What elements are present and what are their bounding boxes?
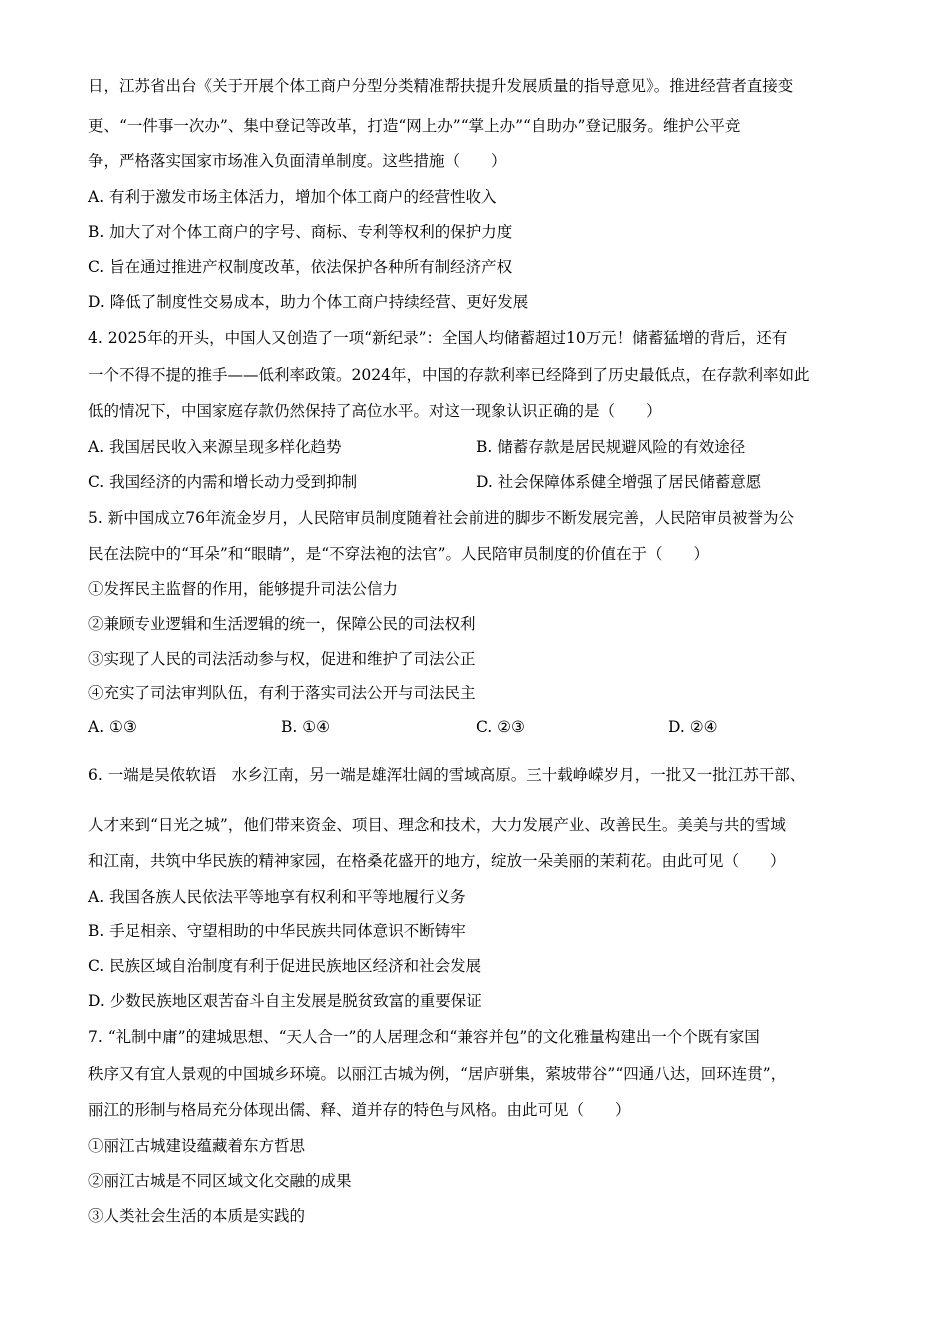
q6-option-b: B. 手足相亲、守望相助的中华民族共同体意识不断铸牢: [88, 922, 466, 940]
q5-stem-line-1: 5. 新中国成立76年流金岁月，人民陪审员制度随着社会前进的脚步不断发展完善，人民陪审员被誉为公: [88, 509, 794, 527]
q6-option-c: C. 民族区域自治制度有利于促进民族地区经济和社会发展: [88, 957, 482, 975]
q4-option-a: A. 我国居民收入来源呈现多样化趋势: [88, 438, 342, 456]
q4-option-b: B. 储蓄存款是居民规避风险的有效途径: [476, 438, 746, 456]
q6-option-a: A. 我国各族人民依法平等地享有权利和平等地履行义务: [88, 888, 466, 906]
q5-statement-3: ③实现了人民的司法活动参与权，促进和维护了司法公正: [88, 650, 476, 668]
q7-stem-line-2: 秩序又有宜人景观的中国城乡环境。以丽江古城为例，“居庐骈集，萦坡带谷”“四通八达，回环连贯”，: [88, 1065, 787, 1083]
q3-option-c: C. 旨在通过推进产权制度改革，依法保护各种所有制经济产权: [88, 258, 513, 276]
q5-option-b: B. ①④: [281, 718, 331, 736]
q5-option-c: C. ②③: [476, 718, 525, 736]
q5-statement-1: ①发挥民主监督的作用，能够提升司法公信力: [88, 580, 399, 598]
q3-stem-line-1: 日，江苏省出台《关于开展个体工商户分型分类精准帮扶提升发展质量的指导意见》。推进经营者直接变: [88, 77, 794, 95]
q6-option-d: D. 少数民族地区艰苦奋斗自主发展是脱贫致富的重要保证: [88, 992, 482, 1010]
q7-stem-line-3: 丽江的形制与格局充分体现出儒、释、道并存的特色与风格。由此可见（ ）: [88, 1101, 631, 1119]
q3-stem-line-3: 争，严格落实国家市场准入负面清单制度。这些措施（ ）: [88, 152, 507, 170]
q5-statement-2: ②兼顾专业逻辑和生活逻辑的统一，保障公民的司法权利: [88, 615, 476, 633]
q5-option-d: D. ②④: [668, 718, 718, 736]
q3-stem-line-2: 更、“一件事一次办”、集中登记等改革，打造“网上办”“掌上办”“自助办”登记服务。维护公平竞: [88, 117, 741, 135]
q7-statement-3: ③人类社会生活的本质是实践的: [88, 1207, 306, 1225]
q3-option-b: B. 加大了对个体工商户的字号、商标、专利等权利的保护力度: [88, 223, 513, 241]
q5-option-a: A. ①③: [88, 718, 137, 736]
q7-stem-line-1: 7. “礼制中庸”的建城思想、“天人合一”的人居理念和“兼容并包”的文化雅量构建出一个个既有家国: [88, 1028, 760, 1046]
q6-stem-line-1: 6. 一端是吴侬软语 水乡江南，另一端是雄浑壮阔的雪域高原。三十载峥嵘岁月，一批又一批江苏干部、: [88, 766, 806, 784]
q5-stem-line-2: 民在法院中的“耳朵”和“眼睛”，是“不穿法袍的法官”。人民陪审员制度的价值在于（ ）: [88, 545, 710, 563]
q4-option-c: C. 我国经济的内需和增长动力受到抑制: [88, 473, 358, 491]
q4-stem-line-1: 4. 2025年的开头，中国人又创造了一项“新纪录”：全国人均储蓄超过10万元！储蓄猛增的背后，还有: [88, 329, 788, 347]
q4-stem-line-3: 低的情况下，中国家庭存款仍然保持了高位水平。对这一现象认识正确的是（ ）: [88, 402, 662, 420]
q4-option-d: D. 社会保障体系健全增强了居民储蓄意愿: [476, 473, 762, 491]
q6-stem-line-3: 和江南，共筑中华民族的精神家园，在格桑花盛开的地方，绽放一朵美丽的茉莉花。由此可见（ ）: [88, 852, 786, 870]
q6-stem-line-2: 人才来到“日光之城”，他们带来资金、项目、理念和技术，大力发展产业、改善民生。美美与共的雪域: [88, 816, 786, 834]
q4-stem-line-2: 一个不得不提的推手——低利率政策。2024年，中国的存款利率已经降到了历史最低点，在存款利率如此: [88, 366, 810, 384]
q7-statement-1: ①丽江古城建设蕴藏着东方哲思: [88, 1137, 306, 1155]
q3-option-d: D. 降低了制度性交易成本，助力个体工商户持续经营、更好发展: [88, 293, 529, 311]
q5-statement-4: ④充实了司法审判队伍，有利于落实司法公开与司法民主: [88, 684, 476, 702]
q3-option-a: A. 有利于激发市场主体活力，增加个体工商户的经营性收入: [88, 188, 497, 206]
q7-statement-2: ②丽江古城是不同区域文化交融的成果: [88, 1172, 352, 1190]
